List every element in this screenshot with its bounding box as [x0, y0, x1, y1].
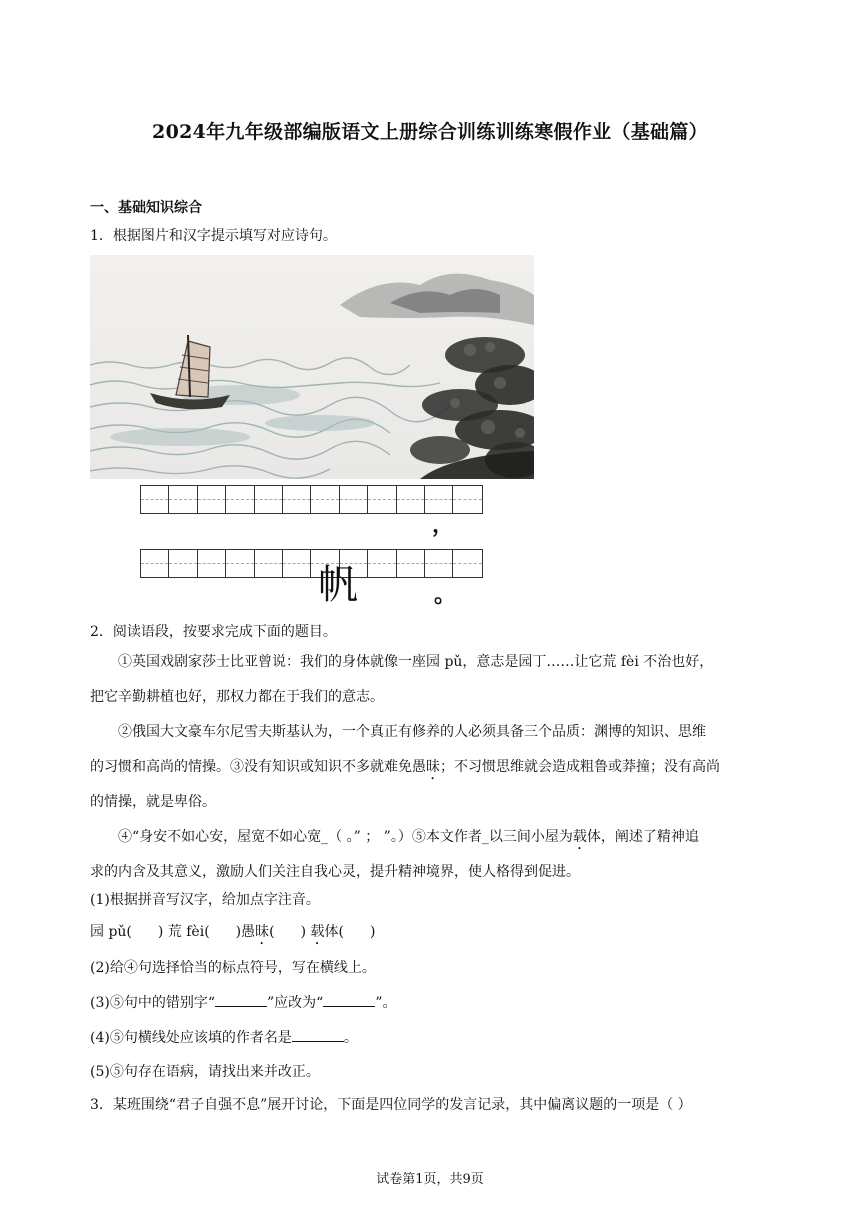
question-2-text: 2．阅读语段，按要求完成下面的题目。 [90, 624, 337, 640]
sub-question-1-blanks [90, 921, 375, 948]
sub-question-5: (5)⑤句存在语病，请找出来并改正。 [90, 1064, 320, 1080]
question-text: 。 [343, 1030, 358, 1046]
passage-line: ①英国戏剧家莎士比亚曾说：我们的身体就像一座园 pǔ，意志是园丁……让它荒 fèi 不治也好， [118, 654, 714, 670]
sub-question-4 [90, 1027, 358, 1047]
question-text: (3)⑤句中的错别字“ [90, 995, 215, 1011]
passage-line: ②俄国大文豪车尔尼雪夫斯基认为，一个真正有修养的人必须具备三个品质：渊博的知识、思维 [118, 724, 706, 740]
question-3-text: 3．某班围绕“君子自强不息”展开讨论，下面是四位同学的发言记录，其中偏离议题的一项是（ ） [90, 1097, 692, 1113]
question-text: ”应改为“ [267, 995, 324, 1011]
passage-line: 的情操，就是卑俗。 [90, 794, 216, 810]
blank-label: ( [269, 924, 275, 940]
page-footer: 试卷第1页，共9页 [376, 1172, 484, 1187]
question-text: (4)⑤句横线处应该填的作者名是 [90, 1030, 292, 1046]
answer-grid-row-2 [140, 549, 483, 578]
passage-line: 的习惯和高尚的情操。③没有知识或知识不多就难免愚 [90, 759, 426, 775]
sub-question-2: (2)给④句选择恰当的标点符号，写在横线上。 [90, 960, 376, 976]
sub-question-3 [90, 992, 397, 1012]
dotted-char: 载 [310, 924, 325, 940]
question-text: ”。 [375, 995, 397, 1011]
passage-line: 体，阐述了精神追 [586, 829, 699, 845]
answer-blank[interactable] [292, 1029, 344, 1042]
answer-blank[interactable] [323, 994, 375, 1007]
dotted-char: 昧 [426, 759, 440, 775]
answer-blank[interactable] [215, 994, 267, 1007]
section-heading: 一、基础知识综合 [90, 200, 202, 216]
passage-line: 求的内含及其意义，激励人们关注自我心灵，提升精神境界，使人格得到促进。 [90, 864, 580, 880]
page-title: 2024年九年级部编版语文上册综合训练训练寒假作业（基础篇） [152, 121, 708, 143]
passage [90, 645, 770, 890]
dotted-char: 昧 [255, 924, 270, 940]
grid-hint-character: 帆 [318, 562, 358, 608]
blank-label: ) [300, 924, 311, 940]
sailboat-painting [90, 255, 534, 479]
blank-label: 园 pǔ( [90, 924, 132, 940]
sub-question-1: (1)根据拼音写汉字，给加点字注音。 [90, 892, 320, 908]
passage-line: 把它辛勤耕植也好，那权力都在于我们的意志。 [90, 689, 384, 705]
grid-period: 。 [434, 582, 457, 608]
passage-line: ④“身安不如心安，屋宽不如心宽_（ 。” ； ”。）⑤本文作者_以三间小屋为 [118, 829, 573, 845]
passage-line: ；不习惯思维就会造成粗鲁或莽撞；没有高尚 [440, 759, 720, 775]
blank-label: ) 荒 fèi( [157, 924, 210, 940]
grid-comma: ， [432, 512, 455, 538]
blank-label: ) [370, 924, 376, 940]
dotted-char: 载 [572, 829, 587, 845]
blank-label: )愚 [235, 924, 256, 940]
blank-label: 体( [324, 924, 344, 940]
question-1-text: 1．根据图片和汉字提示填写对应诗句。 [90, 228, 337, 244]
